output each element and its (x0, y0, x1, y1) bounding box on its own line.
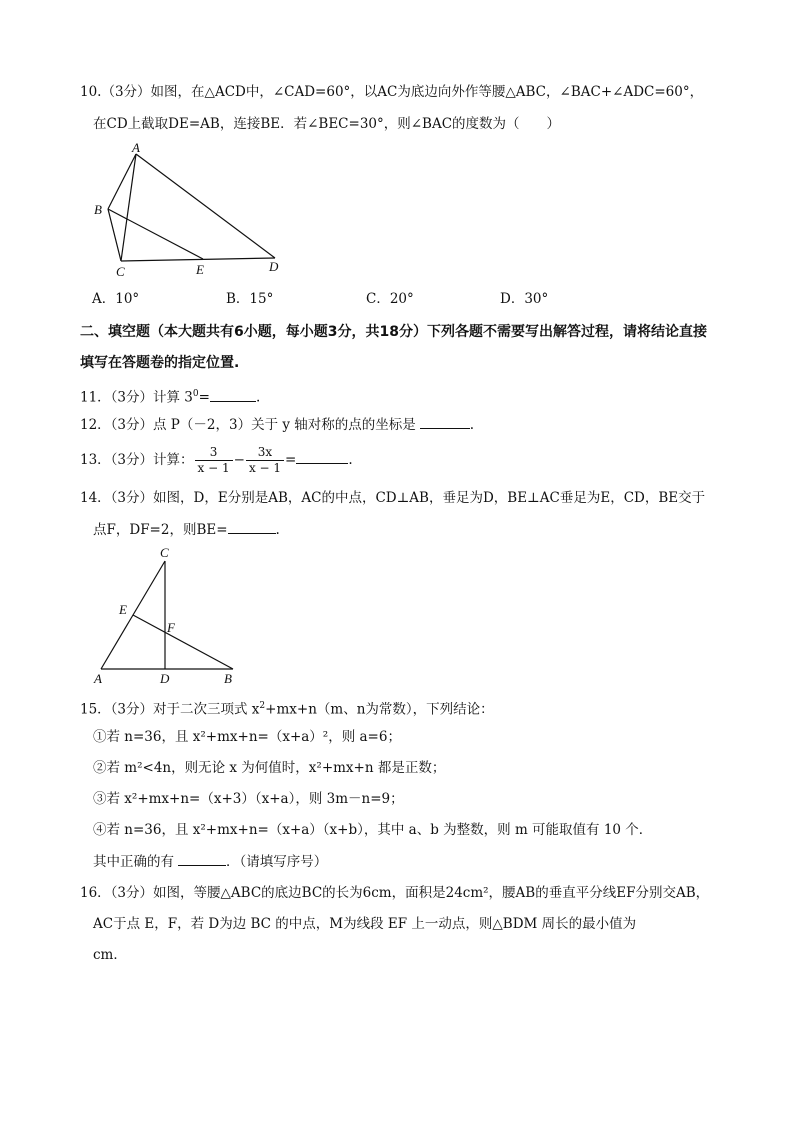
q13-prefix: 13．（3分）计算： (80, 452, 194, 468)
q10-seg-bc (108, 209, 121, 261)
q16-line1: 16．（3分）如图，等腰△ABC的底边BC的长为6cm，面积是24cm²，腰AB的垂直平分线EF分别交AB， (80, 885, 710, 901)
q12-text: 12．（3分）点 P（－2，3）关于 y 轴对称的点的坐标是 (80, 417, 416, 433)
q14-seg-be (133, 615, 233, 669)
q16-line3: cm． (93, 947, 127, 963)
q13-answer-blank[interactable] (296, 449, 348, 464)
q14-end: . (275, 522, 280, 538)
q14-line2 (93, 519, 280, 540)
section2-heading-line2: 填写在答题卷的指定位置. (80, 355, 240, 371)
q13-frac2-denominator: x − 1 (246, 460, 284, 476)
q10-line1: 10.（3分）如图，在△ACD中，∠CAD=60°，以AC为底边向外作等腰△ABC，∠BAC+∠ADC=60°， (80, 84, 704, 100)
q13-minus: − (233, 452, 245, 468)
q13-frac1-denominator: x − 1 (195, 460, 233, 476)
q14-label-c: C (160, 545, 169, 560)
q15-conclusion (93, 851, 327, 872)
q10-option-b: B．15° (226, 291, 274, 307)
q13-fraction-2 (246, 445, 284, 476)
q10-label-b: B (94, 202, 102, 217)
q15-item-3: ③若 x²+mx+n=（x+3）（x+a），则 3m－n=9； (93, 791, 404, 807)
q15-answer-blank[interactable] (178, 851, 226, 866)
section2-heading-line1: 二、填空题（本大题共有6小题，每小题3分，共18分）下列各题不需要写出解答过程，请将结论直接 (80, 324, 707, 340)
q10-option-d: D．30° (500, 291, 549, 307)
q15-item-4: ④若 n=36，且 x²+mx+n=（x+a）（x+b），其中 a、b 为整数，则 m 可能取值有 10 个． (93, 822, 653, 838)
q12 (80, 414, 474, 435)
q15-stem (80, 696, 494, 720)
q15-stem-suffix: +mx+n（m、n为常数），下列结论： (265, 701, 494, 718)
q13-equals: = (285, 452, 297, 468)
q11-exponent: 0 (192, 389, 199, 399)
q10-label-a: A (132, 142, 140, 155)
q13-fraction-1 (195, 445, 233, 476)
q14-line1: 14．（3分）如图，D，E分别是AB，AC的中点，CD⊥AB，垂足为D，BE⊥AC垂足为E，CD，BE交于 (80, 490, 706, 506)
q12-answer-blank[interactable] (420, 414, 470, 429)
q14-label-b: B (224, 671, 232, 686)
q15-stem-sup: 2 (259, 701, 266, 711)
q14-label-f: F (167, 620, 175, 635)
q11-end: . (255, 389, 261, 406)
q10-label-d: D (269, 259, 279, 274)
q12-end: . (469, 417, 475, 433)
q13 (80, 443, 353, 477)
q10-seg-cd (121, 258, 275, 261)
q15-conclusion-suffix: ．（请填写序号） (226, 854, 328, 870)
q10-line2: 在CD上截取DE=AB，连接BE．若∠BEC=30°，则∠BAC的度数为（ ） (93, 116, 561, 132)
q14-answer-blank[interactable] (228, 519, 276, 534)
q10-figure (88, 142, 288, 282)
q10-label-c: C (116, 264, 125, 279)
q10-label-e: E (196, 262, 204, 277)
q14-label-a: A (94, 671, 102, 686)
q10-option-a: A．10° (92, 291, 140, 307)
q15-item-1: ①若 n=36，且 x²+mx+n=（x+a）²，则 a=6； (93, 729, 401, 745)
q10-option-c: C．20° (366, 291, 414, 307)
q11-equals: = (198, 389, 210, 406)
q11-prefix: 11．（3分）计算 3 (80, 389, 193, 406)
q14-label-d: D (160, 671, 170, 686)
q15-stem-prefix: 15．（3分）对于二次三项式 x (80, 701, 260, 718)
q15-item-2: ②若 m²<4n，则无论 x 为何值时，x²+mx+n 都是正数； (93, 760, 446, 776)
q11 (80, 384, 260, 408)
q13-frac2-numerator: 3x (257, 445, 273, 459)
q10-seg-ad (136, 154, 275, 258)
q11-answer-blank[interactable] (210, 387, 256, 402)
q14-line2-prefix: 点F，DF=2，则BE= (93, 522, 228, 538)
q15-conclusion-prefix: 其中正确的有 (93, 854, 174, 870)
q14-figure (88, 544, 248, 686)
q16-line2: AC于点 E，F，若 D为边 BC 的中点，M为线段 EF 上一动点，则△BDM 周长的最小值为 (93, 916, 637, 932)
q13-end: . (348, 452, 353, 468)
q13-frac1-numerator: 3 (209, 445, 218, 459)
q14-label-e: E (119, 602, 127, 617)
